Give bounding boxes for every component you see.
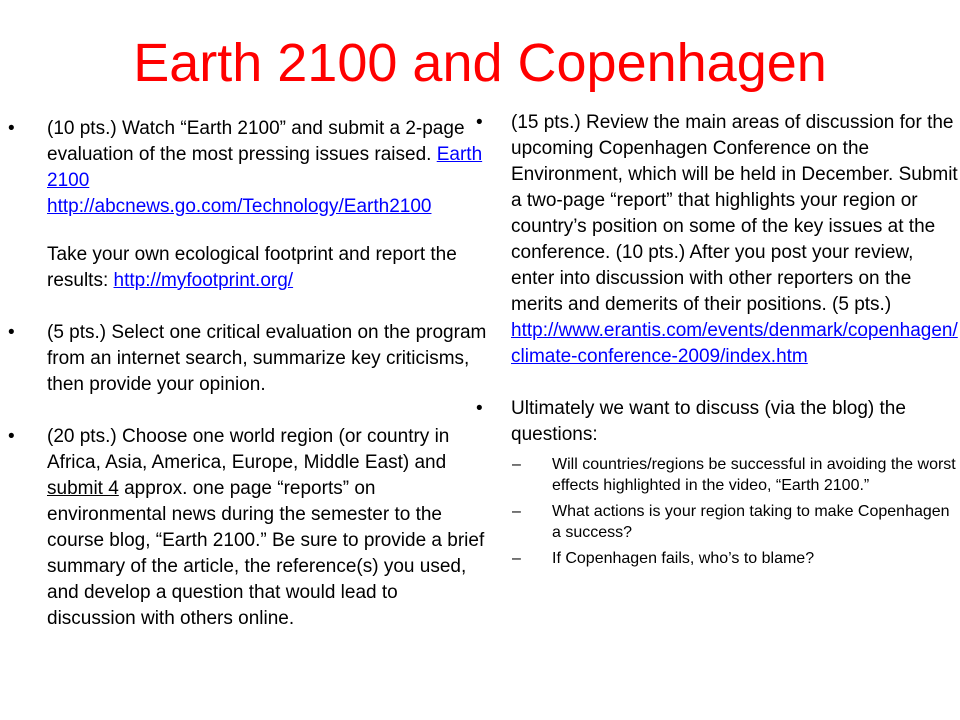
dash-icon: – — [512, 550, 521, 567]
earth2100-link[interactable]: Earth 2100 — [47, 144, 483, 191]
bullet-icon: • — [476, 398, 483, 419]
question-text: What actions is your region taking to make Copenhagen a success? — [552, 503, 950, 541]
copenhagen-review-text: (15 pts.) Review the main areas of discussion for the upcoming Copenhagen Conference on the Environment, which will be held in December. Submit a two-page “report” that highlights your region or country’s position on some of the key issues at the conference. (10 pts.) After you post your review, enter into discussion with other reporters on the merits and demerits of their positions. (5 pts.) — [511, 112, 958, 315]
assignment-critical-evaluation — [0, 320, 490, 398]
question-text: Will countries/regions be successful in avoiding the worst effects highlighted in the video, “Earth 2100.” — [552, 456, 956, 494]
myfootprint-link[interactable]: http://myfootprint.org/ — [113, 270, 294, 291]
question-item — [511, 548, 960, 569]
question-item — [511, 501, 960, 543]
bullet-icon: • — [8, 426, 15, 447]
assignment-earth2100 — [0, 116, 490, 294]
bullet-icon: • — [8, 322, 15, 343]
assignment-earth2100-text: (10 pts.) Watch “Earth 2100” and submit a 2-page evaluation of the most pressing issues raised. — [47, 118, 465, 165]
dash-icon: – — [512, 503, 521, 520]
question-item — [511, 454, 960, 496]
assignment-copenhagen-review — [476, 110, 960, 370]
region-reports-text-pre: (20 pts.) Choose one world region (or country in Africa, Asia, America, Europe, Middle East) and — [47, 426, 450, 473]
right-column — [476, 110, 960, 574]
bullet-icon: • — [476, 112, 483, 133]
abcnews-link[interactable]: http://abcnews.go.com/Technology/Earth2100 — [47, 196, 432, 217]
slide-title: Earth 2100 and Copenhagen — [133, 33, 827, 93]
footprint-text: Take your own ecological footprint and report the results: — [47, 244, 457, 291]
critical-evaluation-text: (5 pts.) Select one critical evaluation on the program from an internet search, summarize key criticisms, then provide your opinion. — [47, 322, 487, 395]
erantis-link[interactable]: http://www.erantis.com/events/denmark/copenhagen/climate-conference-2009/index.htm — [511, 320, 958, 367]
left-column — [0, 116, 490, 632]
dash-icon: – — [512, 456, 521, 473]
question-list — [511, 454, 960, 569]
submit-4-emphasis: submit 4 — [47, 478, 119, 499]
assignment-region-reports — [0, 424, 490, 632]
question-text: If Copenhagen fails, who’s to blame? — [552, 550, 815, 567]
region-reports-text-post: approx. one page “reports” on environmental news during the semester to the course blog, “Earth 2100.” Be sure to provide a brief summary of the article, the reference(s) you used, and develop a question that would lead to discussion with others online. — [47, 478, 485, 629]
discussion-questions — [476, 396, 960, 569]
discussion-questions-intro: Ultimately we want to discuss (via the blog) the questions: — [511, 398, 906, 445]
bullet-icon: • — [8, 118, 15, 139]
